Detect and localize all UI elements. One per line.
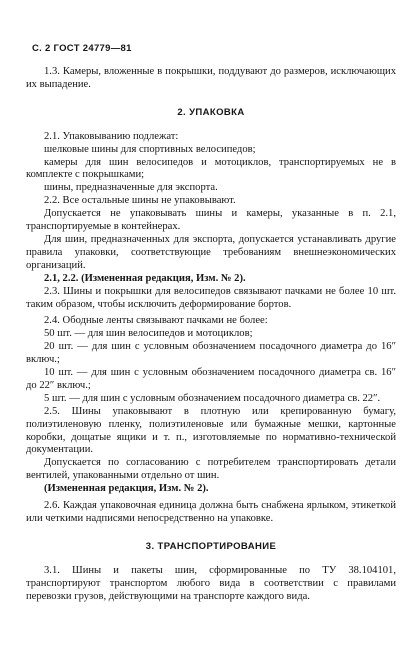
amendment-note: (Измененная редакция, Изм. № 2). bbox=[44, 483, 209, 495]
paragraph: Допускается не упаковывать шины и камеры, указанные в п. 2.1, транспортируемые в контейнерах. bbox=[26, 208, 396, 233]
section-heading-packaging: 2. УПАКОВКА bbox=[177, 106, 245, 118]
paragraph-1-3: 1.3. Камеры, вложенные в покрышки, поддувают до размеров, исключающих их выпадение. bbox=[26, 66, 396, 90]
list-item: камеры для шин велосипедов и мотоциклов, транспортируемых не в комплекте с покрышками; bbox=[26, 156, 396, 181]
list-item: 10 шт. — для шин с условным обозначением посадочного диаметра св. 16″ до 22″ включ.; bbox=[26, 367, 396, 391]
list-item: 50 шт. — для шин велосипедов и мотоциклов; bbox=[44, 328, 253, 340]
paragraph-2-6: 2.6. Каждая упаковочная единица должна быть снабжена ярлыком, этикеткой или четкими надписями непосредственно на упаковке. bbox=[26, 500, 396, 524]
section-heading-transportation: 3. ТРАНСПОРТИРОВАНИЕ bbox=[145, 540, 277, 552]
paragraph-2-5: 2.5. Шины упаковывают в плотную или крепированную бумагу, полиэтиленовую пленку, полиэтиленовые или бумажные мешки, картонные коробки, дощатые ящики и т. п., изготовляемые по нормативно-технической документации. bbox=[26, 405, 396, 456]
paragraph-3-1: 3.1. Шины и пакеты шин, сформированные по ТУ 38.104101, транспортируют транспортом любого вида в соответствии с правилами перевозки грузов, действующими на транспорте каждого вида. bbox=[26, 564, 396, 602]
paragraph-2-2: 2.2. Все остальные шины не упаковывают. bbox=[44, 195, 236, 207]
list-item: 20 шт. — для шин с условным обозначением посадочного диаметра до 16″ включ.; bbox=[26, 341, 396, 366]
paragraph-2-1: 2.1. Упаковыванию подлежат: bbox=[44, 130, 179, 142]
paragraph-2-4: 2.4. Ободные ленты связывают пачками не более: bbox=[44, 315, 268, 327]
paragraph: Допускается по согласованию с потребителем транспортировать детали вентилей, упакованными отдельно от шин. bbox=[26, 457, 396, 482]
list-item: 5 шт. — для шин с условным обозначением посадочного диаметра св. 22″. bbox=[44, 392, 381, 404]
paragraph-2-3: 2.3. Шины и покрышки для велосипедов связывают пачками не более 10 шт. таким образом, чтобы исключить деформирование бортов. bbox=[26, 285, 396, 310]
page-header: С. 2 ГОСТ 24779—81 bbox=[32, 43, 132, 54]
list-item: шелковые шины для спортивных велосипедов; bbox=[44, 143, 256, 155]
paragraph: Для шин, предназначенных для экспорта, допускается устанавливать другие правила упаковки, соответствующие требованиям внешнеэкономических организаций. bbox=[26, 233, 396, 271]
amendment-note: 2.1, 2.2. (Измененная редакция, Изм. № 2). bbox=[44, 272, 246, 284]
list-item: шины, предназначенные для экспорта. bbox=[44, 182, 218, 194]
document-body bbox=[26, 66, 396, 604]
